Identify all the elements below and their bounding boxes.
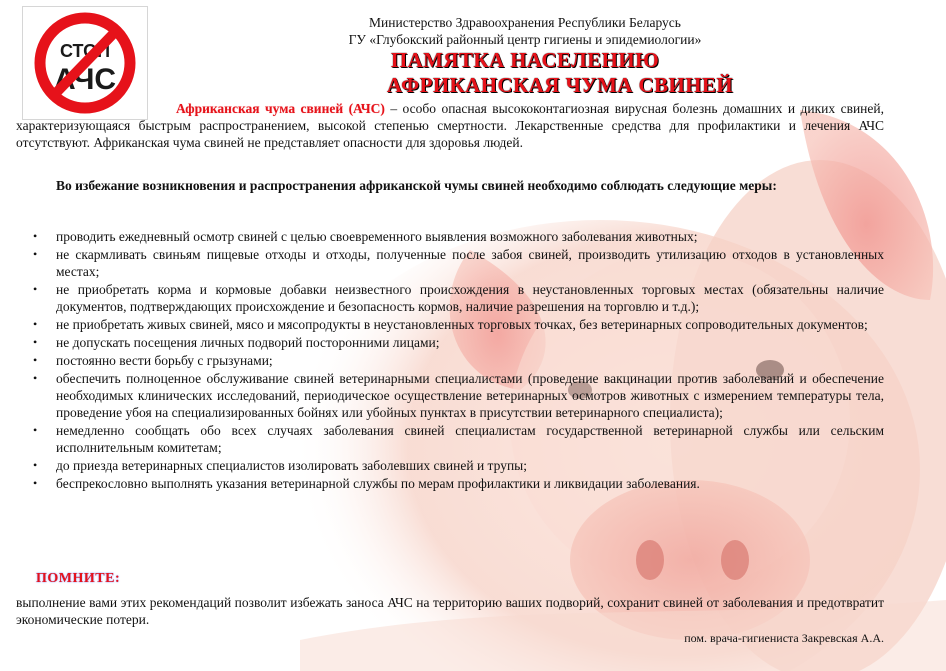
list-item: • не скармливать свиньям пищевые отходы и отходы, полученные после забоя свиней, производить утилизацию отходов в установленных местах; xyxy=(33,247,884,279)
list-item: • беспрекословно выполнять указания ветеринарной службы по мерам профилактики и ликвидации заболевания. xyxy=(33,476,700,491)
list-item: • обеспечить полноценное обслуживание свиней ветеринарными специалистами (проведение вакцинации против заболеваний и обеспечение необходимых клинических исследований, периодическое осуществление ветеринарных осмотров животных с измерением температуры тела, проведение убоя на специализированных бойнях или убойных пунктах в присутствии ветеринарного специалиста); xyxy=(33,371,884,420)
list-item: • проводить ежедневный осмотр свиней с целью своевременного выявления возможного заболевания животных; xyxy=(33,229,698,244)
logo-line2: АЧС xyxy=(53,63,117,96)
bullet-icon: • xyxy=(33,423,38,437)
remember-heading: ПОМНИТЕ: xyxy=(36,571,121,586)
bullet-icon: • xyxy=(33,282,38,296)
page-subtitle: АФРИКАНСКАЯ ЧУМА СВИНЕЙ xyxy=(386,73,734,97)
list-item: • не приобретать корма и кормовые добавки неизвестного происхождения в неустановленных торговых местах (обязательны наличие документов, подтверждающих происхождение и безопасность кормов, наличие разрешения на торговлю и т.д.); xyxy=(33,282,884,314)
signature: пом. врача-гигиениста Закревская А.А. xyxy=(684,631,884,645)
logo-line1: СТОП xyxy=(59,41,111,61)
list-item: • не допускать посещения личных подворий посторонними лицами; xyxy=(33,335,440,350)
bullet-icon: • xyxy=(33,371,38,385)
closing-paragraph: выполнение вами этих рекомендаций позволит избежать заноса АЧС на территорию ваших подворий, сохранит свиней от заболевания и предотвратит экономические потери. xyxy=(16,595,884,627)
bullet-icon: • xyxy=(33,476,38,490)
center-name: ГУ «Глубокский районный центр гигиены и эпидемиологии» xyxy=(348,32,702,47)
disease-term: Африканская чума свиней (АЧС) xyxy=(176,101,385,116)
list-item: • постоянно вести борьбу с грызунами; xyxy=(33,353,273,368)
list-item: • до приезда ветеринарных специалистов изолировать заболевших свиней и трупы; xyxy=(33,458,527,473)
measures-list xyxy=(16,228,884,493)
intro-text: – особо опасная высококонтагиозная вирусная болезнь домашних и диких свиней, характеризующаяся быстрым распространением, высокой степенью смертности. Лекарственные средства для профилактики и лечения АЧС отсутствуют. Африканская чума свиней не представляет опасности для здоровья людей. xyxy=(16,101,884,150)
bullet-icon: • xyxy=(33,317,38,331)
header-organizations xyxy=(290,14,760,48)
bullet-icon: • xyxy=(33,229,38,243)
bullet-icon: • xyxy=(33,353,38,367)
bullet-icon: • xyxy=(33,335,38,349)
bullet-icon: • xyxy=(33,458,38,472)
list-item: • немедленно сообщать обо всех случаях заболевания свиней специалистам государственной ветеринарной службы или сельским исполнительным комитетам; xyxy=(33,423,884,455)
intro-paragraph xyxy=(16,100,884,151)
measures-lead: Во избежание возникновения и распространения африканской чумы свиней необходимо соблюдать следующие меры: xyxy=(56,178,777,193)
ministry-name: Министерство Здравоохранения Республики Беларусь xyxy=(369,15,681,30)
page-title: ПАМЯТКА НАСЕЛЕНИЮ xyxy=(390,48,660,72)
list-item: • не приобретать живых свиней, мясо и мясопродукты в неустановленных торговых точках, без ветеринарных сопроводительных документов; xyxy=(33,317,868,332)
bullet-icon: • xyxy=(33,247,38,261)
